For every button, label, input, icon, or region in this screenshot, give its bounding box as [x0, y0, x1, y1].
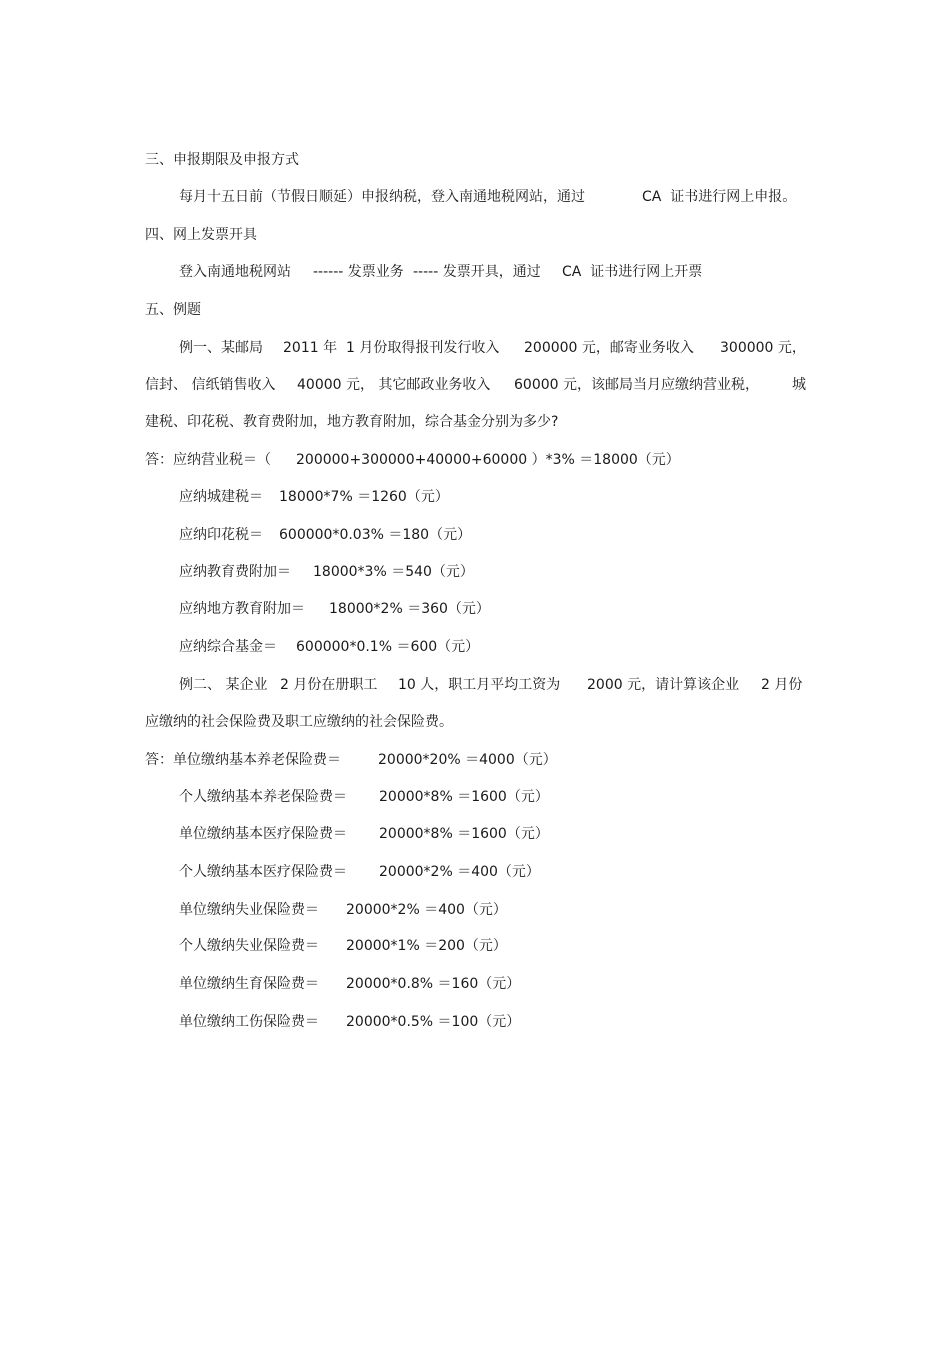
body-text: CA 证书进行网上申报。 — [642, 189, 797, 205]
answer-label: 单位缴纳工伤保险费＝ — [179, 1014, 319, 1030]
answer-value: 20000*0.8% ＝160（元） — [346, 976, 521, 992]
answer-label: 应纳地方教育附加＝ — [179, 601, 305, 617]
answer-value: 18000*2% ＝360（元） — [329, 601, 490, 617]
answer-label: 单位缴纳生育保险费＝ — [179, 976, 319, 992]
body-text: ----- 发票开具，通过 — [413, 264, 541, 280]
heading-text: 五、例题 — [145, 302, 201, 318]
question-text: 300000 元， — [720, 340, 806, 356]
answer-label: 单位缴纳失业保险费＝ — [179, 902, 319, 918]
answer-value: 600000*0.03% ＝180（元） — [279, 527, 472, 543]
answer-label: 个人缴纳失业保险费＝ — [179, 938, 319, 954]
answer-label: 应纳印花税＝ — [179, 527, 263, 543]
question-text: 例一、某邮局 — [179, 340, 263, 356]
answer-value: 20000*20% ＝4000（元） — [378, 752, 557, 768]
answer-value: 20000*0.5% ＝100（元） — [346, 1014, 521, 1030]
question-text: 200000 元，邮寄业务收入 — [524, 340, 694, 356]
answer-value: 20000*2% ＝400（元） — [379, 864, 540, 880]
question-text: 信封、 信纸销售收入 — [145, 377, 276, 393]
answer-value: 20000*1% ＝200（元） — [346, 938, 507, 954]
answer-value: 20000*8% ＝1600（元） — [379, 826, 549, 842]
body-text: ------ 发票业务 — [313, 264, 404, 280]
answer-label: 个人缴纳基本医疗保险费＝ — [179, 864, 347, 880]
answer-value: 18000*3% ＝540（元） — [313, 564, 474, 580]
question-text: 2011 年 1 月份取得报刊发行收入 — [283, 340, 500, 356]
answer-value: 20000*8% ＝1600（元） — [379, 789, 549, 805]
answer-value: 18000*7% ＝1260（元） — [279, 489, 449, 505]
body-text: 每月十五日前（节假日顺延）申报纳税，登入南通地税网站，通过 — [179, 189, 585, 205]
question-text: 2 月份 — [761, 677, 803, 693]
question-text: 60000 元，该邮局当月应缴纳营业税， — [514, 377, 759, 393]
answer-label: 应纳教育费附加＝ — [179, 564, 291, 580]
question-text: 例二、 某企业 — [179, 677, 268, 693]
question-text: 10 人，职工月平均工资为 — [398, 677, 561, 693]
question-text: 2 月份在册职工 — [280, 677, 378, 693]
answer-label: 个人缴纳基本养老保险费＝ — [179, 789, 347, 805]
body-text: 登入南通地税网站 — [179, 264, 291, 280]
question-text: 2000 元，请计算该企业 — [587, 677, 740, 693]
answer-label: 应纳综合基金＝ — [179, 639, 277, 655]
answer-value: 600000*0.1% ＝600（元） — [296, 639, 480, 655]
heading-text: 三、申报期限及申报方式 — [145, 152, 299, 168]
answer-label: 单位缴纳基本医疗保险费＝ — [179, 826, 347, 842]
body-text: CA 证书进行网上开票 — [562, 264, 703, 280]
question-text: 城 — [792, 377, 806, 393]
answer-label: 答：单位缴纳基本养老保险费＝ — [145, 752, 341, 768]
heading-text: 四、网上发票开具 — [145, 227, 257, 243]
example-2-answer — [0, 1013, 521, 1085]
answer-label: 答：应纳营业税＝（ — [145, 452, 271, 468]
question-text: 40000 元， 其它邮政业务收入 — [297, 377, 491, 393]
answer-value: 200000+300000+40000+60000 ）*3% ＝18000（元） — [296, 452, 680, 468]
question-text: 建税、印花税、教育费附加，地方教育附加，综合基金分别为多少? — [145, 414, 559, 430]
answer-label: 应纳城建税＝ — [179, 489, 263, 505]
question-text: 应缴纳的社会保险费及职工应缴纳的社会保险费。 — [145, 714, 453, 730]
answer-value: 20000*2% ＝400（元） — [346, 902, 507, 918]
